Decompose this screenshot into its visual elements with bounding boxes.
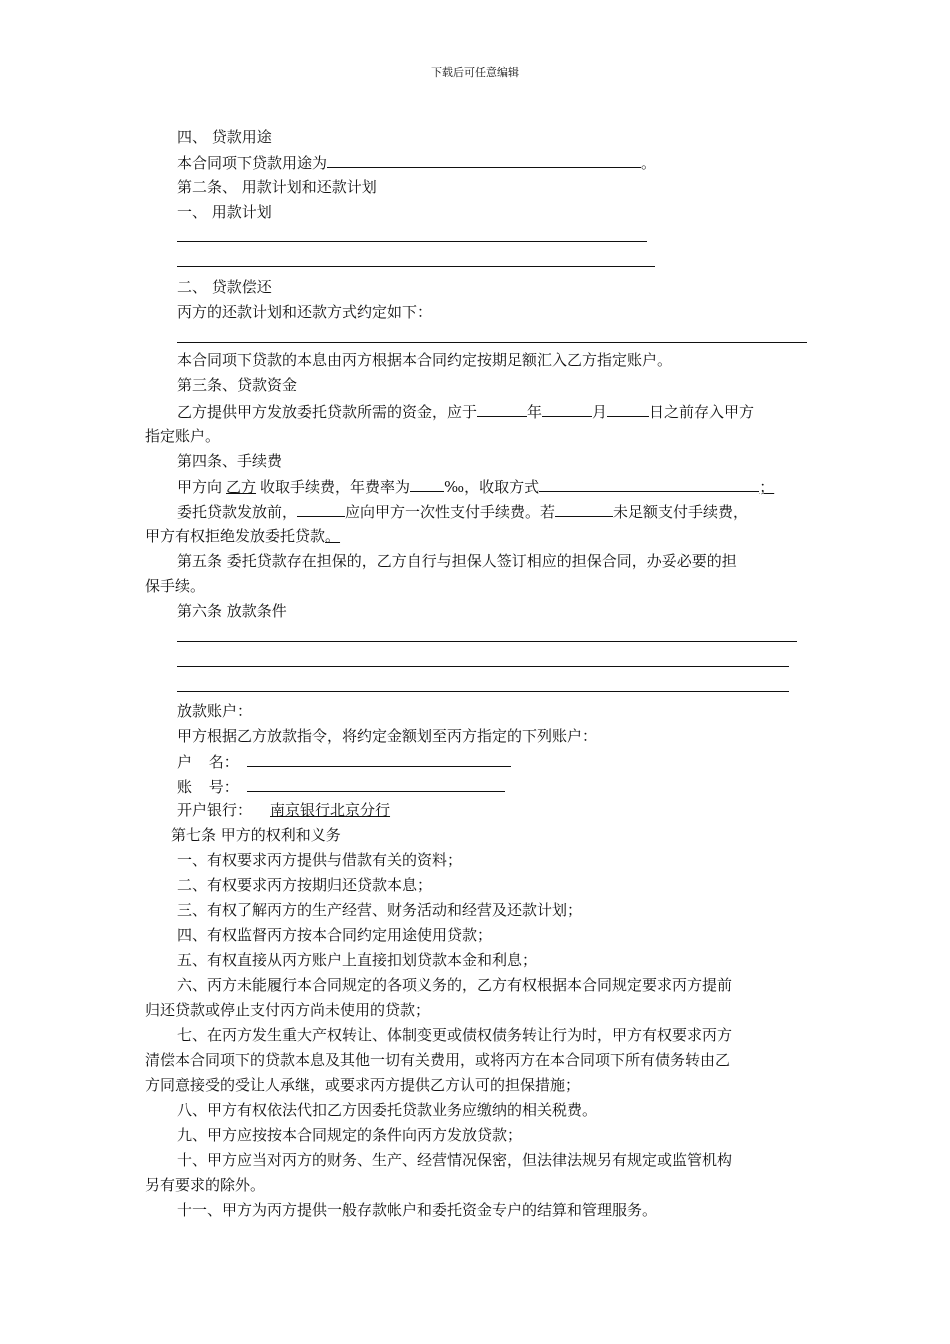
right-item-5: 五、有权直接从丙方账户上直接扣划贷款本金和利息； (177, 951, 538, 969)
text: 应向甲方一次性支付手续费。若 (345, 503, 556, 521)
text: 收取手续费，年费率为 (260, 478, 411, 496)
right-item-7-continuation: 方同意接受的受让人承继，或要求丙方提供乙方认可的担保措施； (145, 1076, 581, 1094)
repayment-intro: 丙方的还款计划和还款方式约定如下： (177, 303, 433, 321)
disbursement-instruction: 甲方根据乙方放款指令，将约定金额划至丙方指定的下列账户： (177, 727, 598, 745)
right-item-3: 三、有权了解丙方的生产经营、财务活动和经营及还款计划； (177, 901, 583, 919)
text: 本合同项下贷款用途为 (177, 154, 328, 172)
article-2-heading: 第二条、 用款计划和还款计划 (177, 178, 377, 196)
fee-rate-blank[interactable] (410, 476, 444, 492)
loan-funds-continuation: 指定账户。 (145, 427, 221, 445)
conditions-blank-line[interactable] (177, 691, 789, 692)
right-item-10-continuation: 另有要求的除外。 (145, 1176, 266, 1194)
right-item-6-continuation: 归还贷款或停止支付丙方尚未使用的贷款； (145, 1001, 431, 1019)
article-4-heading: 第四条、手续费 (177, 452, 283, 470)
page-header-note: 下载后可任意编辑 (431, 66, 519, 79)
loan-funds-line (177, 401, 754, 422)
right-item-4: 四、有权监督丙方按本合同约定用途使用贷款； (177, 926, 493, 944)
right-item-8: 八、甲方有权依法代扣乙方因委托贷款业务应缴纳的相关税费。 (177, 1101, 598, 1119)
repayment-text: 本合同项下贷款的本息由丙方根据本合同约定按期足额汇入乙方指定账户。 (177, 351, 673, 369)
text: 账 号： (177, 778, 239, 796)
article-6-heading: 第六条 放款条件 (177, 602, 287, 620)
right-item-6: 六、丙方未能履行本合同规定的各项义务的，乙方有权根据本合同规定要求丙方提前 (177, 976, 733, 994)
text: 甲方向 (177, 478, 223, 496)
text: 甲方有权拒绝发放委托贷款 (145, 527, 326, 545)
section-heading-loan-purpose: 四、 贷款用途 (177, 128, 272, 146)
article-7-heading: 第七条 甲方的权利和义务 (171, 826, 341, 844)
repayment-blank-line[interactable] (177, 342, 807, 343)
bank-line (177, 800, 512, 820)
party-blank[interactable] (555, 501, 613, 517)
right-item-1: 一、有权要求丙方提供与借款有关的资料； (177, 851, 463, 869)
right-item-2: 二、有权要求丙方按期归还贷款本息； (177, 876, 433, 894)
conditions-blank-line[interactable] (177, 641, 797, 642)
account-number-line (177, 776, 505, 797)
right-item-7: 七、在丙方发生重大产权转让、体制变更或债权债务转让行为时，甲方有权要求丙方 (177, 1026, 733, 1044)
text: 开户银行： (177, 801, 253, 819)
right-item-11: 十一、甲方为丙方提供一般存款帐户和委托资金专户的结算和管理服务。 (177, 1201, 658, 1219)
text: 年 (527, 403, 543, 421)
conditions-blank-line[interactable] (177, 666, 789, 667)
right-item-10: 十、甲方应当对丙方的财务、生产、经营情况保密，但法律法规另有规定或监管机构 (177, 1151, 733, 1169)
text: 。 (641, 154, 657, 172)
account-name-line (177, 751, 511, 772)
right-item-7-continuation: 清偿本合同项下的贷款本息及其他一切有关费用，或将丙方在本合同项下所有债务转由乙 (145, 1051, 731, 1069)
text: 委托贷款发放前， (177, 503, 298, 521)
day-blank[interactable] (607, 401, 649, 417)
right-item-9: 九、甲方应按按本合同规定的条件向丙方发放贷款； (177, 1126, 523, 1144)
account-number-blank[interactable] (247, 776, 505, 792)
article-3-heading: 第三条、贷款资金 (177, 376, 298, 394)
article-5-text: 第五条 委托贷款存在担保的，乙方自行与担保人签订相应的担保合同，办妥必要的担 (177, 552, 737, 570)
text: ； (759, 478, 775, 496)
fee-payer: 乙方 (226, 478, 257, 496)
account-name-blank[interactable] (247, 751, 511, 767)
text: 月 (592, 403, 608, 421)
fee-method-blank[interactable] (539, 476, 759, 492)
article-5-continuation: 保手续。 (145, 577, 206, 595)
fee-payment-continuation (145, 526, 340, 546)
fee-payment-line (177, 501, 748, 522)
bank-name: 南京银行北京分行 (270, 801, 391, 819)
use-plan-heading: 一、 用款计划 (177, 203, 272, 221)
use-plan-blank-line[interactable] (177, 241, 647, 242)
text: 。 (325, 527, 341, 545)
disbursement-account-heading: 放款账户： (177, 702, 253, 720)
text: ‰，收取方式 (444, 478, 540, 496)
text: 未足额支付手续费， (613, 503, 749, 521)
loan-purpose-blank[interactable] (327, 152, 641, 168)
year-blank[interactable] (477, 401, 527, 417)
text: 户 名： (177, 753, 239, 771)
text: 日之前存入甲方 (649, 403, 755, 421)
loan-purpose-line (177, 152, 656, 173)
repayment-heading: 二、 贷款偿还 (177, 278, 272, 296)
fee-payer-blank[interactable] (297, 501, 345, 517)
fee-line (177, 476, 774, 497)
use-plan-blank-line[interactable] (177, 266, 655, 267)
text: 乙方提供甲方发放委托贷款所需的资金，应于 (177, 403, 478, 421)
month-blank[interactable] (542, 401, 592, 417)
